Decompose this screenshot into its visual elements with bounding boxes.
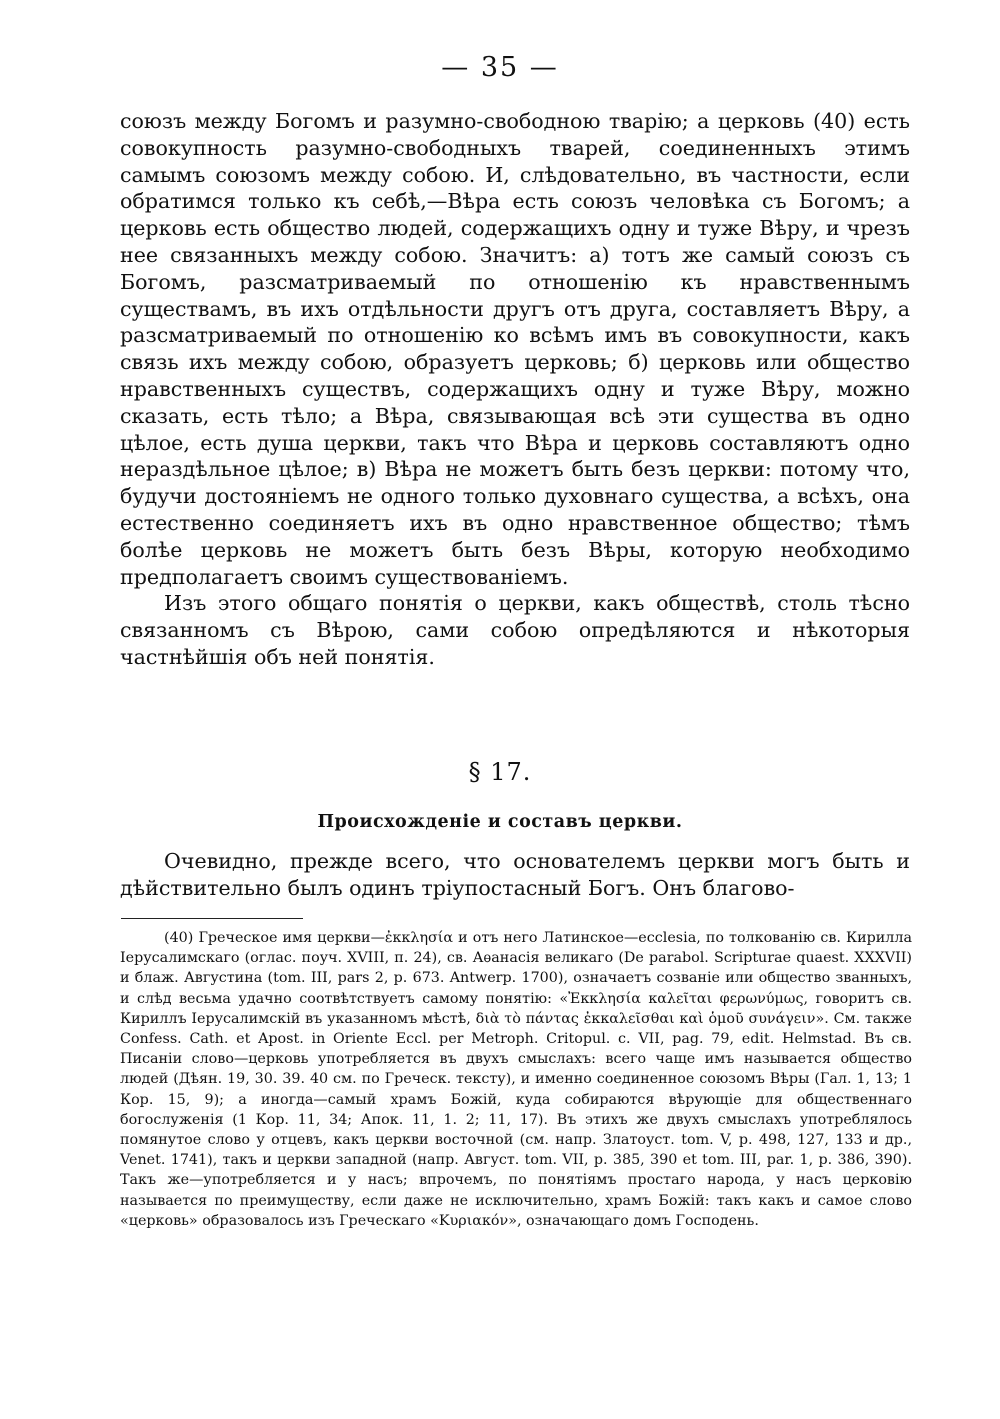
section-paragraph: Очевидно, прежде всего, что основателемъ церкви могъ быть и дѣйствительно былъ одинъ тріупостасный Богъ. Онъ благово- [120,849,910,900]
footnote-text: Греческое имя церкви—ἐκκλησία и отъ него Латинское—ecclesia, по толкованію св. Кирилла Іерусалимскаго (оглас. поуч. XVIII, п. 24), св. Аѳанасія великаго (De parabol. Scripturae quaest. XXXVII) и блаж. Августина (tom. III, pars 2, p. 673. Antwerp. 1700), означаетъ созваніе или общество званныхъ, и слѣд весьма удачно соотвѣтствуетъ самому понятію: «Ἐκκλησία καλεῖται φερωνύμως, говоритъ св. Кириллъ Іерусалимскій въ указанномъ мѣстѣ, διὰ τὸ πάντας ἐκκαλεῖσθαι καὶ ὁμοῦ συνάγειν». См. также Confess. Cath. et Apost. in Oriente Eccl. per Metroph. Critopul. c. VII, pag. 79, edit. Helmstad. Въ св. Писаніи слово—церковь употребляется въ двухъ смыслахъ: всего чаще имъ называется общество людей (Дѣян. 19, 30. 39. 40 см. по Греческ. тексту), и именно соединенное союзомъ Вѣры (Гал. 1, 13; 1 Кор. 15, 9); а иногда—самый храмъ Божій, куда собираются вѣрующіе для общественнаго богослуженія (1 Кор. 11, 34; Апок. 11, 1. 2; 11, 17). Въ этихъ же двухъ смыслахъ употреблялось помянутое слово у отцевъ, какъ церкви восточной (см. напр. Златоуст. tom. V, p. 498, 127, 133 и др., Venet. 1741), такъ и церкви западной (напр. Август. tom. VII, p. 385, 390 et tom. III, par. 1, p. 386, 390). Такъ же—употребляется и у насъ; впрочемъ, по понятіямъ простаго народа, у насъ церковію называется по преимуществу, если даже не исключительно, храмъ Божій: такъ какъ и самое слово «церковь» образовалось изъ Греческаго «Κυριακόν», означающаго домъ Господень. [120,930,912,1229]
footnote [120,928,912,1231]
section-title: Происхожденіе и составъ церкви. [317,812,683,832]
main-text-block [120,108,910,671]
section-number: § 17. [468,758,532,786]
section-text-block [120,848,910,902]
footnote-marker: (40) [164,930,194,946]
footnote-divider [121,918,303,919]
paragraph-1: союзъ между Богомъ и разумно-свободною тварію; а церковь (40) есть совокупность разумно-свободныхъ тварей, соединенныхъ этимъ самымъ союзомъ между собою. И, слѣдовательно, въ частности, если обратимся только къ себѣ,—Вѣра есть союзъ человѣка съ Богомъ; а церковь есть общество людей, содержащихъ одну и туже Вѣру, и чрезъ нее связанныхъ между собою. Значитъ: а) тотъ же самый союзъ съ Богомъ, разсматриваемый по отношенію къ нравственнымъ существамъ, въ ихъ отдѣльности другъ отъ друга, составляетъ Вѣру, а разсматриваемый по отношенію ко всѣмъ имъ въ совокупности, какъ связь ихъ между собою, образуетъ церковь; б) церковь или общество нравственныхъ существъ, содержащихъ одну и туже Вѣру, можно сказать, есть тѣло; а Вѣра, связывающая всѣ эти существа въ одно цѣлое, есть душа церкви, такъ что Вѣра и церковь составляютъ одно нераздѣльное цѣлое; в) Вѣра не можетъ быть безъ церкви: потому что, будучи достояніемъ не одного только духовнаго существа, а всѣхъ, она естественно соединяетъ ихъ въ одно нравственное общество; тѣмъ болѣе церковь не можетъ быть безъ Вѣры, которую необходимо предполагаетъ своимъ существованіемъ. [120,109,910,589]
paragraph-2: Изъ этого общаго понятія о церкви, какъ обществѣ, столь тѣсно связанномъ съ Вѣрою, сами собою опредѣляются и нѣкоторыя частнѣйшія объ ней понятія. [120,591,910,669]
page-number-header: — 35 — [441,52,559,83]
